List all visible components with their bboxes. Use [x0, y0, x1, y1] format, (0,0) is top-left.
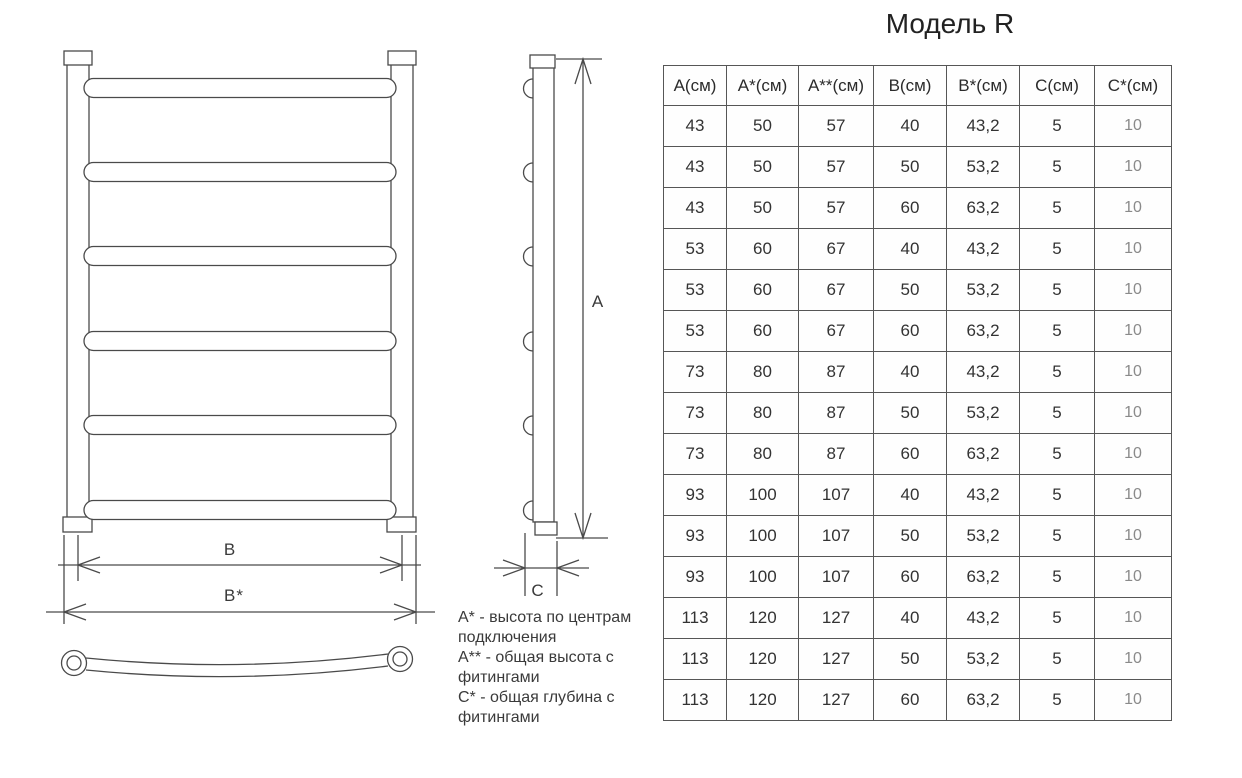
- table-cell: 113: [664, 680, 727, 721]
- table-cell: 113: [664, 639, 727, 680]
- table-row: [664, 434, 1172, 475]
- legend-item-a-dstar: А** - общая высота с фитингами: [458, 649, 614, 686]
- table-cell: 5: [1020, 229, 1095, 270]
- table-cell: 93: [664, 557, 727, 598]
- table-cell: 100: [727, 516, 799, 557]
- table-cell: 93: [664, 516, 727, 557]
- table-cell: 5: [1020, 475, 1095, 516]
- table-cell: 87: [799, 352, 874, 393]
- dimension-label-c: C: [531, 581, 545, 600]
- table-cell: 53,2: [947, 393, 1020, 434]
- page-title: Модель R: [885, 8, 1015, 39]
- table-cell: 67: [799, 270, 874, 311]
- table-cell: 10: [1095, 475, 1172, 516]
- table-row: [664, 311, 1172, 352]
- table-cell: 5: [1020, 393, 1095, 434]
- table-cell: 107: [799, 557, 874, 598]
- column-header: А**(см): [799, 66, 874, 106]
- table-cell: 10: [1095, 352, 1172, 393]
- table-cell: 40: [874, 106, 947, 147]
- table-cell: 10: [1095, 639, 1172, 680]
- table-cell: 5: [1020, 311, 1095, 352]
- table-cell: 10: [1095, 680, 1172, 721]
- table-cell: 60: [727, 311, 799, 352]
- table-cell: 60: [874, 680, 947, 721]
- table-cell: 87: [799, 393, 874, 434]
- table-cell: 5: [1020, 598, 1095, 639]
- size-table: [663, 65, 1172, 721]
- table-cell: 10: [1095, 106, 1172, 147]
- table-cell: 5: [1020, 106, 1095, 147]
- table-cell: 60: [874, 557, 947, 598]
- table-cell: 5: [1020, 434, 1095, 475]
- table-cell: 120: [727, 680, 799, 721]
- table-cell: 120: [727, 598, 799, 639]
- table-cell: 53,2: [947, 270, 1020, 311]
- table-cell: 40: [874, 598, 947, 639]
- table-cell: 10: [1095, 270, 1172, 311]
- table-cell: 43,2: [947, 106, 1020, 147]
- table-cell: 43,2: [947, 352, 1020, 393]
- table-cell: 53,2: [947, 516, 1020, 557]
- table-cell: 5: [1020, 352, 1095, 393]
- table-row: [664, 557, 1172, 598]
- column-header: В*(см): [947, 66, 1020, 106]
- table-cell: 5: [1020, 270, 1095, 311]
- table-cell: 43: [664, 147, 727, 188]
- table-cell: 80: [727, 393, 799, 434]
- table-row: [664, 147, 1172, 188]
- table-row: [664, 106, 1172, 147]
- size-table-container: [663, 65, 1172, 721]
- table-cell: 57: [799, 147, 874, 188]
- table-cell: 5: [1020, 639, 1095, 680]
- table-cell: 40: [874, 229, 947, 270]
- table-cell: 40: [874, 475, 947, 516]
- table-row: [664, 352, 1172, 393]
- table-cell: 63,2: [947, 434, 1020, 475]
- table-cell: 50: [874, 147, 947, 188]
- table-cell: 5: [1020, 557, 1095, 598]
- table-row: [664, 475, 1172, 516]
- front-view: [63, 51, 416, 532]
- table-cell: 60: [874, 311, 947, 352]
- table-cell: 50: [727, 106, 799, 147]
- table-cell: 63,2: [947, 680, 1020, 721]
- table-cell: 40: [874, 352, 947, 393]
- table-cell: 53: [664, 270, 727, 311]
- table-row: [664, 393, 1172, 434]
- size-table-header-row: [664, 66, 1172, 106]
- table-row: [664, 229, 1172, 270]
- table-cell: 50: [727, 188, 799, 229]
- table-cell: 73: [664, 352, 727, 393]
- legend-item-c-star: С* - общая глубина с фитингами: [458, 689, 615, 726]
- column-header: В(см): [874, 66, 947, 106]
- table-cell: 43,2: [947, 475, 1020, 516]
- table-row: [664, 680, 1172, 721]
- legend-item-a-star: А* - высота по центрам подключения: [458, 609, 632, 646]
- table-cell: 67: [799, 229, 874, 270]
- dimension-legend: [458, 608, 650, 728]
- table-cell: 53: [664, 229, 727, 270]
- table-row: [664, 516, 1172, 557]
- table-cell: 73: [664, 393, 727, 434]
- table-cell: 10: [1095, 434, 1172, 475]
- table-cell: 100: [727, 475, 799, 516]
- table-cell: 50: [874, 516, 947, 557]
- size-table-body: [664, 106, 1172, 721]
- table-cell: 107: [799, 475, 874, 516]
- dimension-label-b-star: B*: [224, 586, 244, 605]
- dimension-label-b: B: [223, 540, 237, 559]
- table-cell: 10: [1095, 516, 1172, 557]
- table-cell: 57: [799, 188, 874, 229]
- dimension-label-a: A: [591, 292, 605, 311]
- table-cell: 100: [727, 557, 799, 598]
- table-cell: 80: [727, 352, 799, 393]
- table-cell: 10: [1095, 311, 1172, 352]
- curved-rung-top-view: [62, 647, 413, 677]
- table-cell: 10: [1095, 393, 1172, 434]
- table-cell: 5: [1020, 147, 1095, 188]
- column-header: С(см): [1020, 66, 1095, 106]
- table-cell: 60: [727, 229, 799, 270]
- table-cell: 53: [664, 311, 727, 352]
- table-row: [664, 188, 1172, 229]
- table-cell: 10: [1095, 147, 1172, 188]
- table-cell: 43,2: [947, 229, 1020, 270]
- table-cell: 57: [799, 106, 874, 147]
- table-cell: 50: [874, 639, 947, 680]
- table-cell: 120: [727, 639, 799, 680]
- table-cell: 10: [1095, 229, 1172, 270]
- table-cell: 5: [1020, 188, 1095, 229]
- table-cell: 93: [664, 475, 727, 516]
- table-cell: 67: [799, 311, 874, 352]
- table-cell: 60: [874, 434, 947, 475]
- table-cell: 10: [1095, 188, 1172, 229]
- table-cell: 80: [727, 434, 799, 475]
- side-view: [524, 55, 558, 535]
- table-cell: 5: [1020, 516, 1095, 557]
- table-cell: 87: [799, 434, 874, 475]
- table-cell: 63,2: [947, 188, 1020, 229]
- column-header: С*(см): [1095, 66, 1172, 106]
- table-cell: 60: [874, 188, 947, 229]
- table-cell: 63,2: [947, 311, 1020, 352]
- table-cell: 113: [664, 598, 727, 639]
- table-cell: 50: [874, 270, 947, 311]
- table-cell: 63,2: [947, 557, 1020, 598]
- table-cell: 43,2: [947, 598, 1020, 639]
- table-cell: 10: [1095, 557, 1172, 598]
- table-cell: 127: [799, 598, 874, 639]
- table-cell: 10: [1095, 598, 1172, 639]
- table-cell: 107: [799, 516, 874, 557]
- column-header: А(см): [664, 66, 727, 106]
- column-header: А*(см): [727, 66, 799, 106]
- table-cell: 127: [799, 680, 874, 721]
- table-cell: 73: [664, 434, 727, 475]
- table-cell: 5: [1020, 680, 1095, 721]
- table-cell: 60: [727, 270, 799, 311]
- table-row: [664, 639, 1172, 680]
- table-cell: 43: [664, 106, 727, 147]
- table-row: [664, 270, 1172, 311]
- table-cell: 53,2: [947, 639, 1020, 680]
- table-row: [664, 598, 1172, 639]
- table-cell: 53,2: [947, 147, 1020, 188]
- table-cell: 50: [874, 393, 947, 434]
- table-cell: 43: [664, 188, 727, 229]
- table-cell: 50: [727, 147, 799, 188]
- table-cell: 127: [799, 639, 874, 680]
